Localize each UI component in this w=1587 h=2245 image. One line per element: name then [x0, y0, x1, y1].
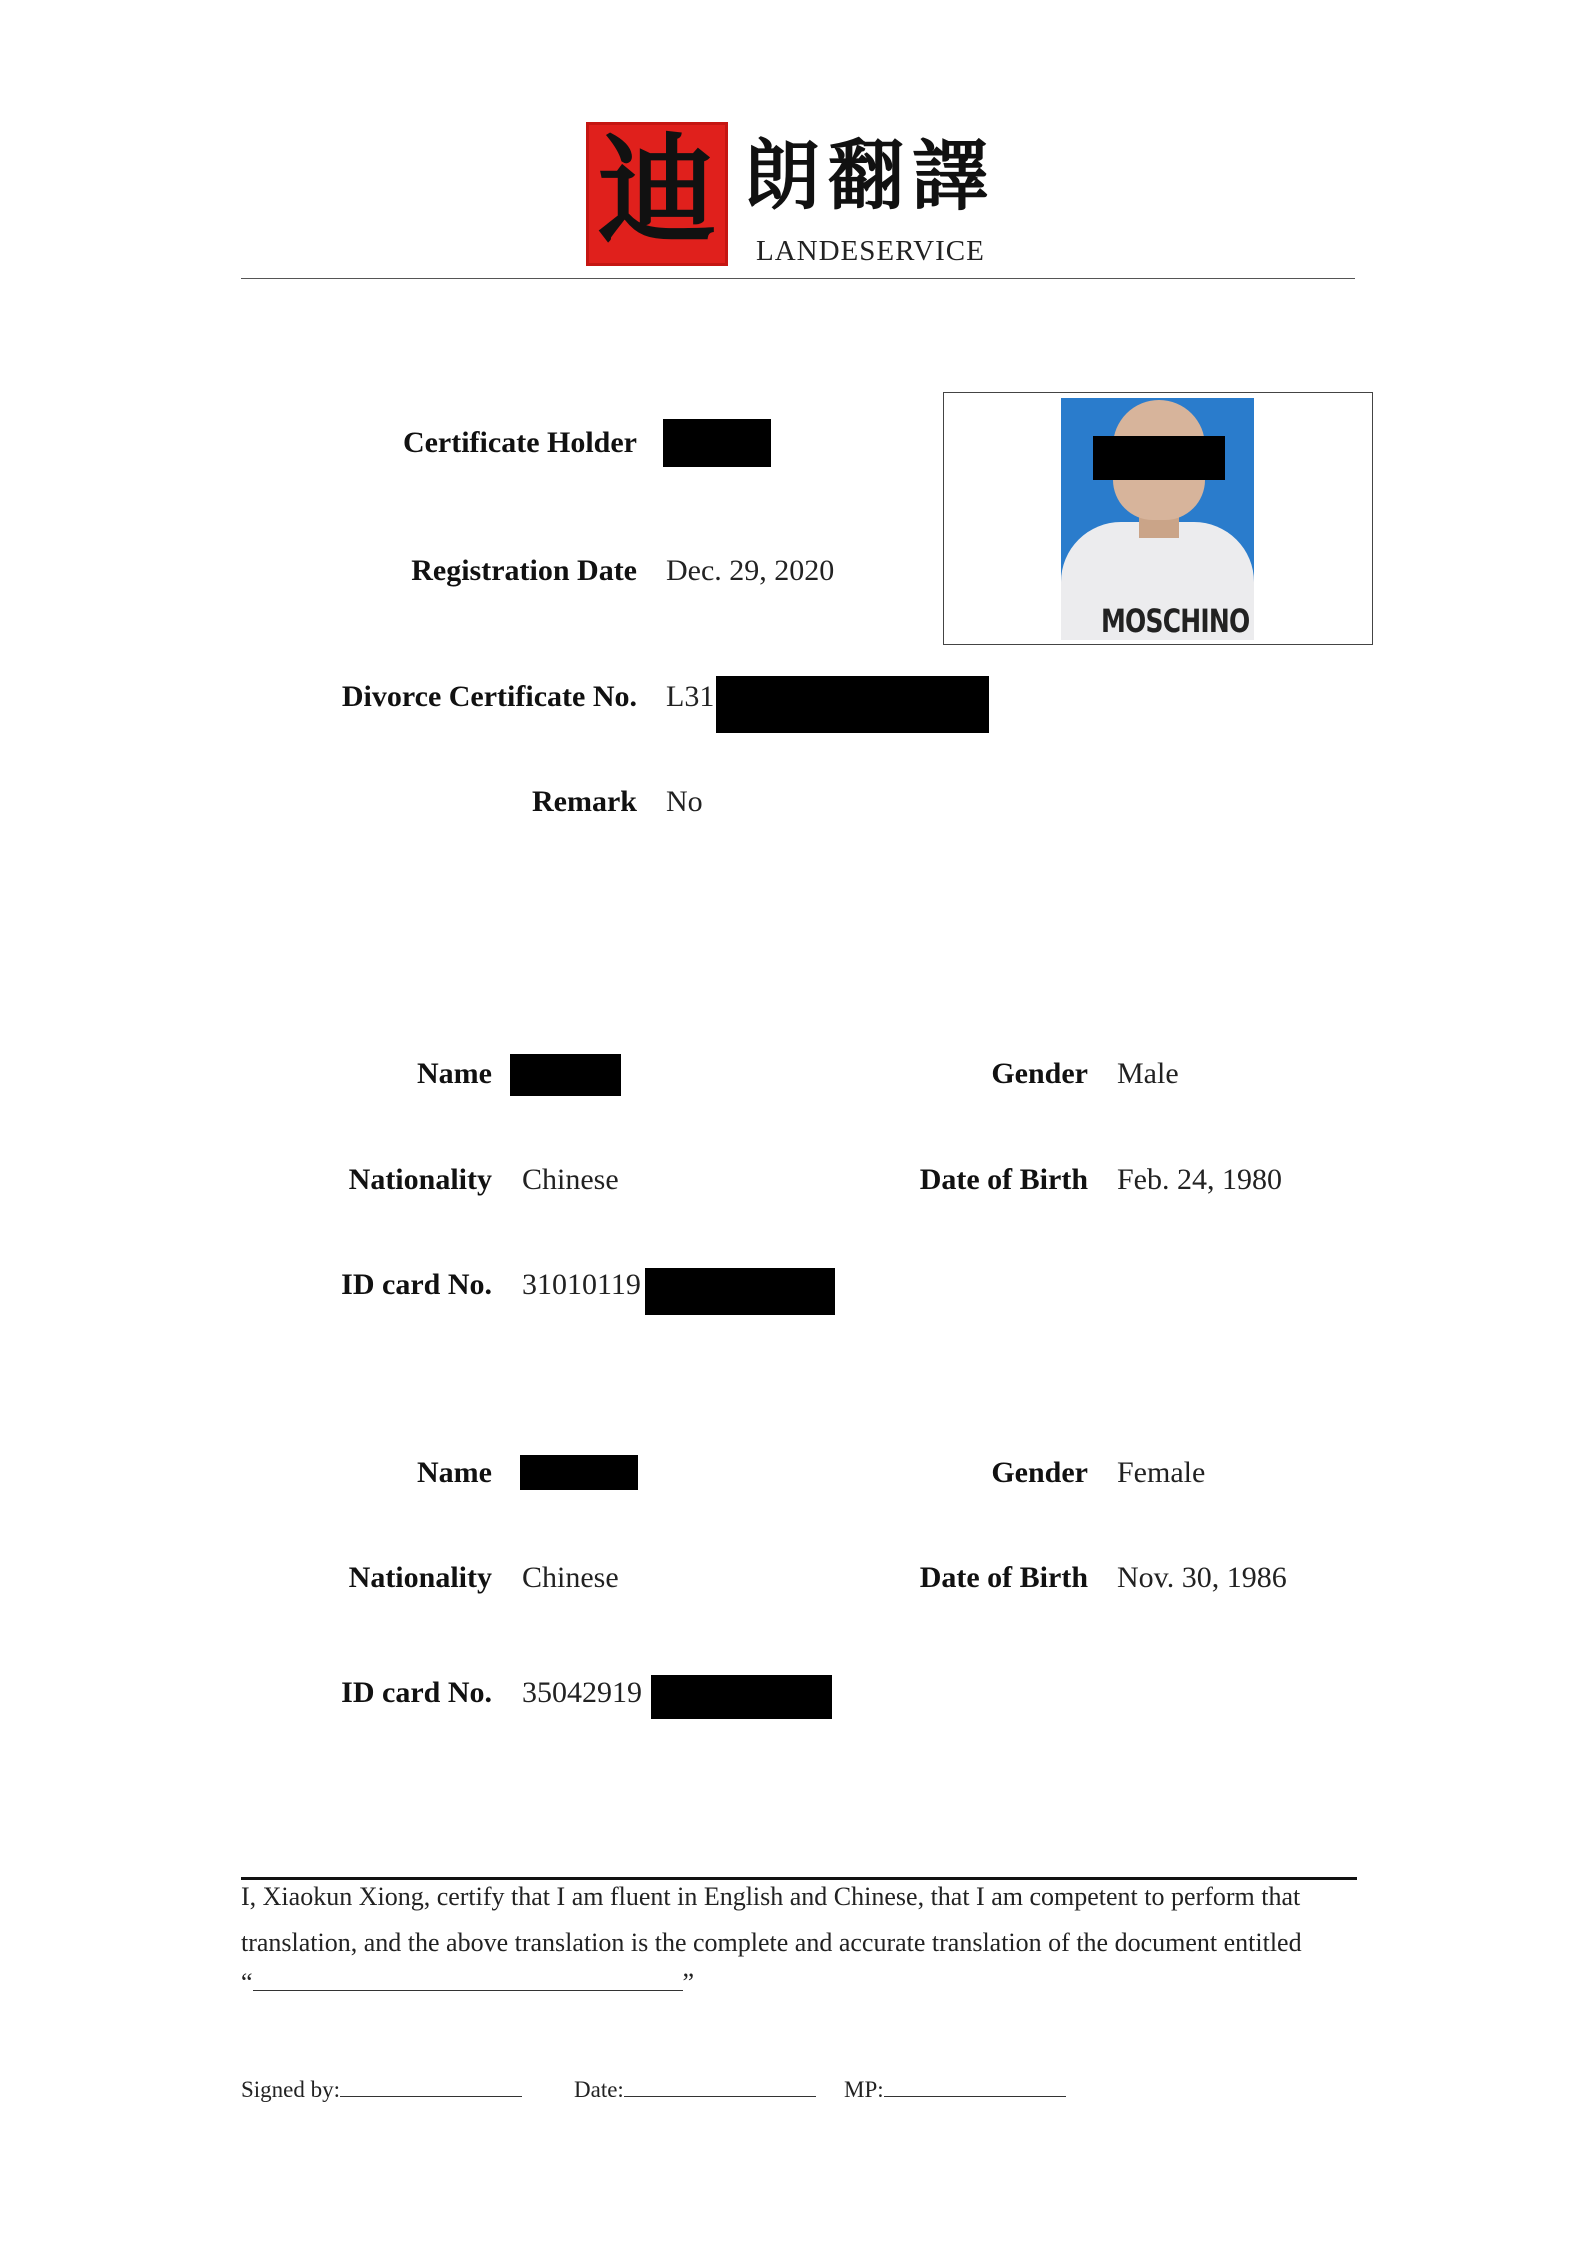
person1-dob-value: Feb. 24, 1980	[1117, 1163, 1282, 1196]
logo-chinese-text: 朗翻譯	[744, 131, 996, 220]
mp-label: MP:	[844, 2077, 884, 2102]
divorce-certificate-no-value: L31	[666, 680, 715, 713]
certification-line-1: I, Xiaokun Xiong, certify that I am fluent in English and Chinese, that I am competent to perform that	[241, 1882, 1301, 1911]
photo-face-redaction	[1093, 436, 1225, 480]
person2-name-redaction	[520, 1455, 638, 1490]
divorce-certificate-no-label: Divorce Certificate No.	[341, 680, 637, 713]
person2-id-label: ID card No.	[341, 1676, 492, 1709]
date-field	[574, 2074, 816, 2103]
logo-english-text: LANDESERVICE	[756, 235, 985, 267]
logo-seal-character: 迪	[597, 121, 716, 260]
holder-photo	[1061, 398, 1254, 640]
date-line	[624, 2074, 816, 2097]
person2-dob-value: Nov. 30, 1986	[1117, 1561, 1287, 1594]
person2-dob-label: Date of Birth	[919, 1561, 1088, 1594]
person2-gender-value: Female	[1117, 1456, 1206, 1489]
open-quote: “	[241, 1968, 253, 1997]
person1-nationality-value: Chinese	[522, 1163, 619, 1196]
person1-id-redaction	[645, 1268, 835, 1315]
certificate-holder-label: Certificate Holder	[402, 426, 637, 459]
photo-shirt-logo: MOSCHINO	[1101, 602, 1250, 640]
certificate-holder-redaction	[663, 419, 771, 467]
person1-id-label: ID card No.	[341, 1268, 492, 1301]
person1-gender-label: Gender	[991, 1057, 1088, 1090]
remark-label: Remark	[532, 785, 637, 818]
document-title-blank	[241, 1968, 694, 1998]
document-title-line	[253, 1968, 683, 1991]
header-divider	[241, 278, 1355, 279]
remark-value: No	[666, 785, 703, 818]
mp-line	[884, 2074, 1066, 2097]
registration-date-value: Dec. 29, 2020	[666, 554, 835, 587]
person1-id-value: 31010119	[522, 1268, 641, 1301]
signed-by-line	[340, 2074, 522, 2097]
person2-id-value: 35042919	[522, 1676, 642, 1709]
divorce-certificate-no-redaction	[716, 676, 989, 733]
person1-name-label: Name	[417, 1057, 492, 1090]
person2-name-label: Name	[417, 1456, 492, 1489]
registration-date-label: Registration Date	[411, 554, 637, 587]
certification-divider	[241, 1877, 1357, 1880]
person2-id-redaction	[651, 1675, 832, 1719]
person1-name-redaction	[510, 1054, 621, 1096]
person1-nationality-label: Nationality	[348, 1163, 492, 1196]
person1-gender-value: Male	[1117, 1057, 1179, 1090]
date-label: Date:	[574, 2077, 624, 2102]
mp-field	[844, 2074, 1066, 2103]
certification-line-2: translation, and the above translation is the complete and accurate translation of the document entitled	[241, 1928, 1302, 1957]
person2-nationality-label: Nationality	[348, 1561, 492, 1594]
signed-by-field	[241, 2074, 522, 2103]
logo-seal	[586, 122, 728, 266]
person2-nationality-value: Chinese	[522, 1561, 619, 1594]
person2-gender-label: Gender	[991, 1456, 1088, 1489]
person1-dob-label: Date of Birth	[919, 1163, 1088, 1196]
signed-by-label: Signed by:	[241, 2077, 341, 2102]
close-quote: ”	[682, 1968, 695, 1997]
